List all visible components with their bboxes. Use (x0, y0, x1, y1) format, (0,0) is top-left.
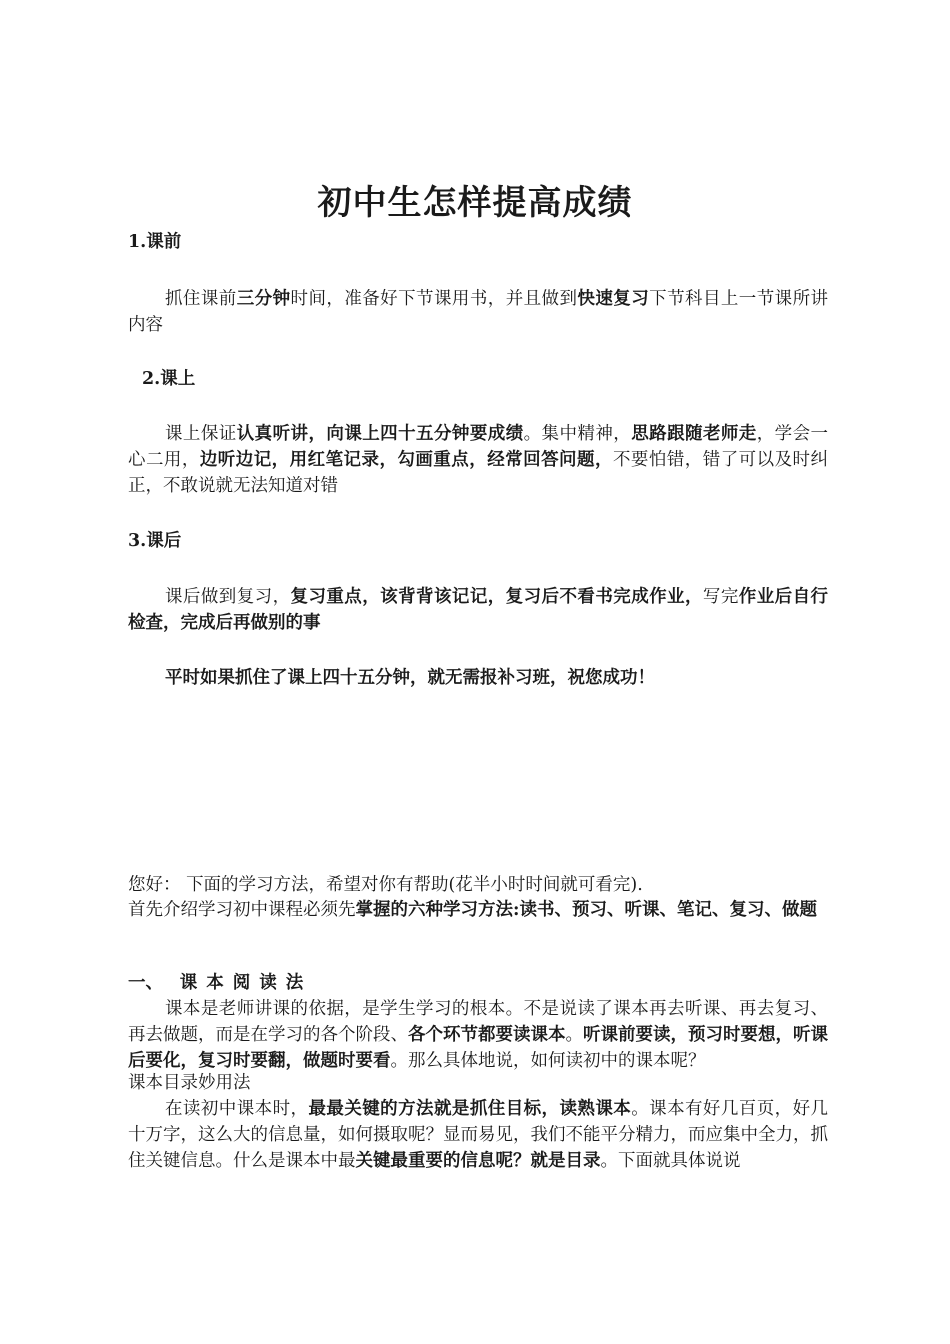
bold-run: 三分钟 (236, 289, 291, 309)
paragraph-textbook (128, 996, 828, 1074)
section-number: 一、 (128, 973, 163, 993)
section-heading-in-class: 2.课上 (142, 369, 196, 389)
text-run: 课本是老师讲课的依据，是学生学习的根本。不是说读了课本再去听课、再去复习、再去做题，而是在学习的各个阶段、 (128, 999, 828, 1045)
subheading-contents: 课本目录妙用法 (128, 1073, 251, 1093)
text-run: 写完 (702, 587, 739, 607)
text-run: 。那么具体地说，如何读初中的课本呢？ (390, 1051, 706, 1071)
bold-run: 听课前要读，预习时要想，听课后要化，复习时要翻，做题时要看 (128, 1025, 828, 1071)
bold-run: 快速复习 (577, 289, 650, 309)
text-run: 首先介绍学习初中课程必须先 (128, 900, 356, 920)
text-run: 不要怕错，错了可以及时纠正，不敢说就无法知道对错 (128, 450, 829, 496)
bold-run: 复习重点，该背背该记记，复习后不看书完成作业， (290, 587, 703, 607)
bold-run: 掌握的六种学习方法:读书、预习、听课、笔记、复习、做题 (355, 900, 817, 920)
section-heading-before-class: 1.课前 (128, 232, 182, 252)
text-run: 时间，准备好下节课用书，并且做到 (290, 289, 578, 309)
text-run: 。集中精神， (523, 424, 632, 444)
bold-run: 各个环节都要读课本 (408, 1025, 566, 1045)
bold-run: 边听边记，用红笔记录，勾画重点，经常回答问题， (199, 450, 613, 470)
paragraph-after-class (128, 584, 828, 636)
intro-greeting: 您好： 下面的学习方法，希望对你有帮助(花半小时时间就可看完). (128, 875, 643, 895)
bold-run: 思路跟随老师走 (631, 424, 757, 444)
bold-run: 作业后自行检查，完成后再做别的事 (128, 587, 829, 633)
page-title: 初中生怎样提高成绩 (317, 183, 633, 223)
closing-line: 平时如果抓住了课上四十五分钟，就无需报补习班，祝您成功！ (165, 668, 655, 688)
paragraph-contents (128, 1096, 828, 1174)
text-run: 抓住课前 (165, 289, 237, 309)
bold-run: 认真听讲，向课上四十五分钟要成绩 (236, 424, 524, 444)
text-run: 课后做到复习， (165, 587, 291, 607)
paragraph-in-class (128, 421, 828, 499)
intro-methods (128, 897, 828, 923)
text-run: 下节科目上一节课所讲内容 (128, 289, 829, 335)
text-run: 。下面就具体说说 (600, 1151, 741, 1171)
bold-run: 关键最重要的信息呢？就是目录 (355, 1151, 601, 1171)
bold-run: 最最关键的方法就是抓住目标，读熟课本 (308, 1099, 632, 1119)
text-run: 。 (565, 1025, 583, 1045)
section-heading-textbook (128, 970, 828, 996)
paragraph-before-class (128, 286, 828, 338)
text-run: ，学会一心二用， (128, 424, 829, 470)
text-run: 。课本有好几百页，好几十万字，这么大的信息量，如何摄取呢？显而易见，我们不能平分精力，而应集中全力，抓住关键信息。什么是课本中最 (128, 1099, 829, 1171)
text-run: 课上保证 (165, 424, 237, 444)
section-title: 课本阅读法 (179, 973, 313, 993)
text-run: 在读初中课本时， (165, 1099, 309, 1119)
section-heading-after-class: 3.课后 (128, 531, 182, 551)
